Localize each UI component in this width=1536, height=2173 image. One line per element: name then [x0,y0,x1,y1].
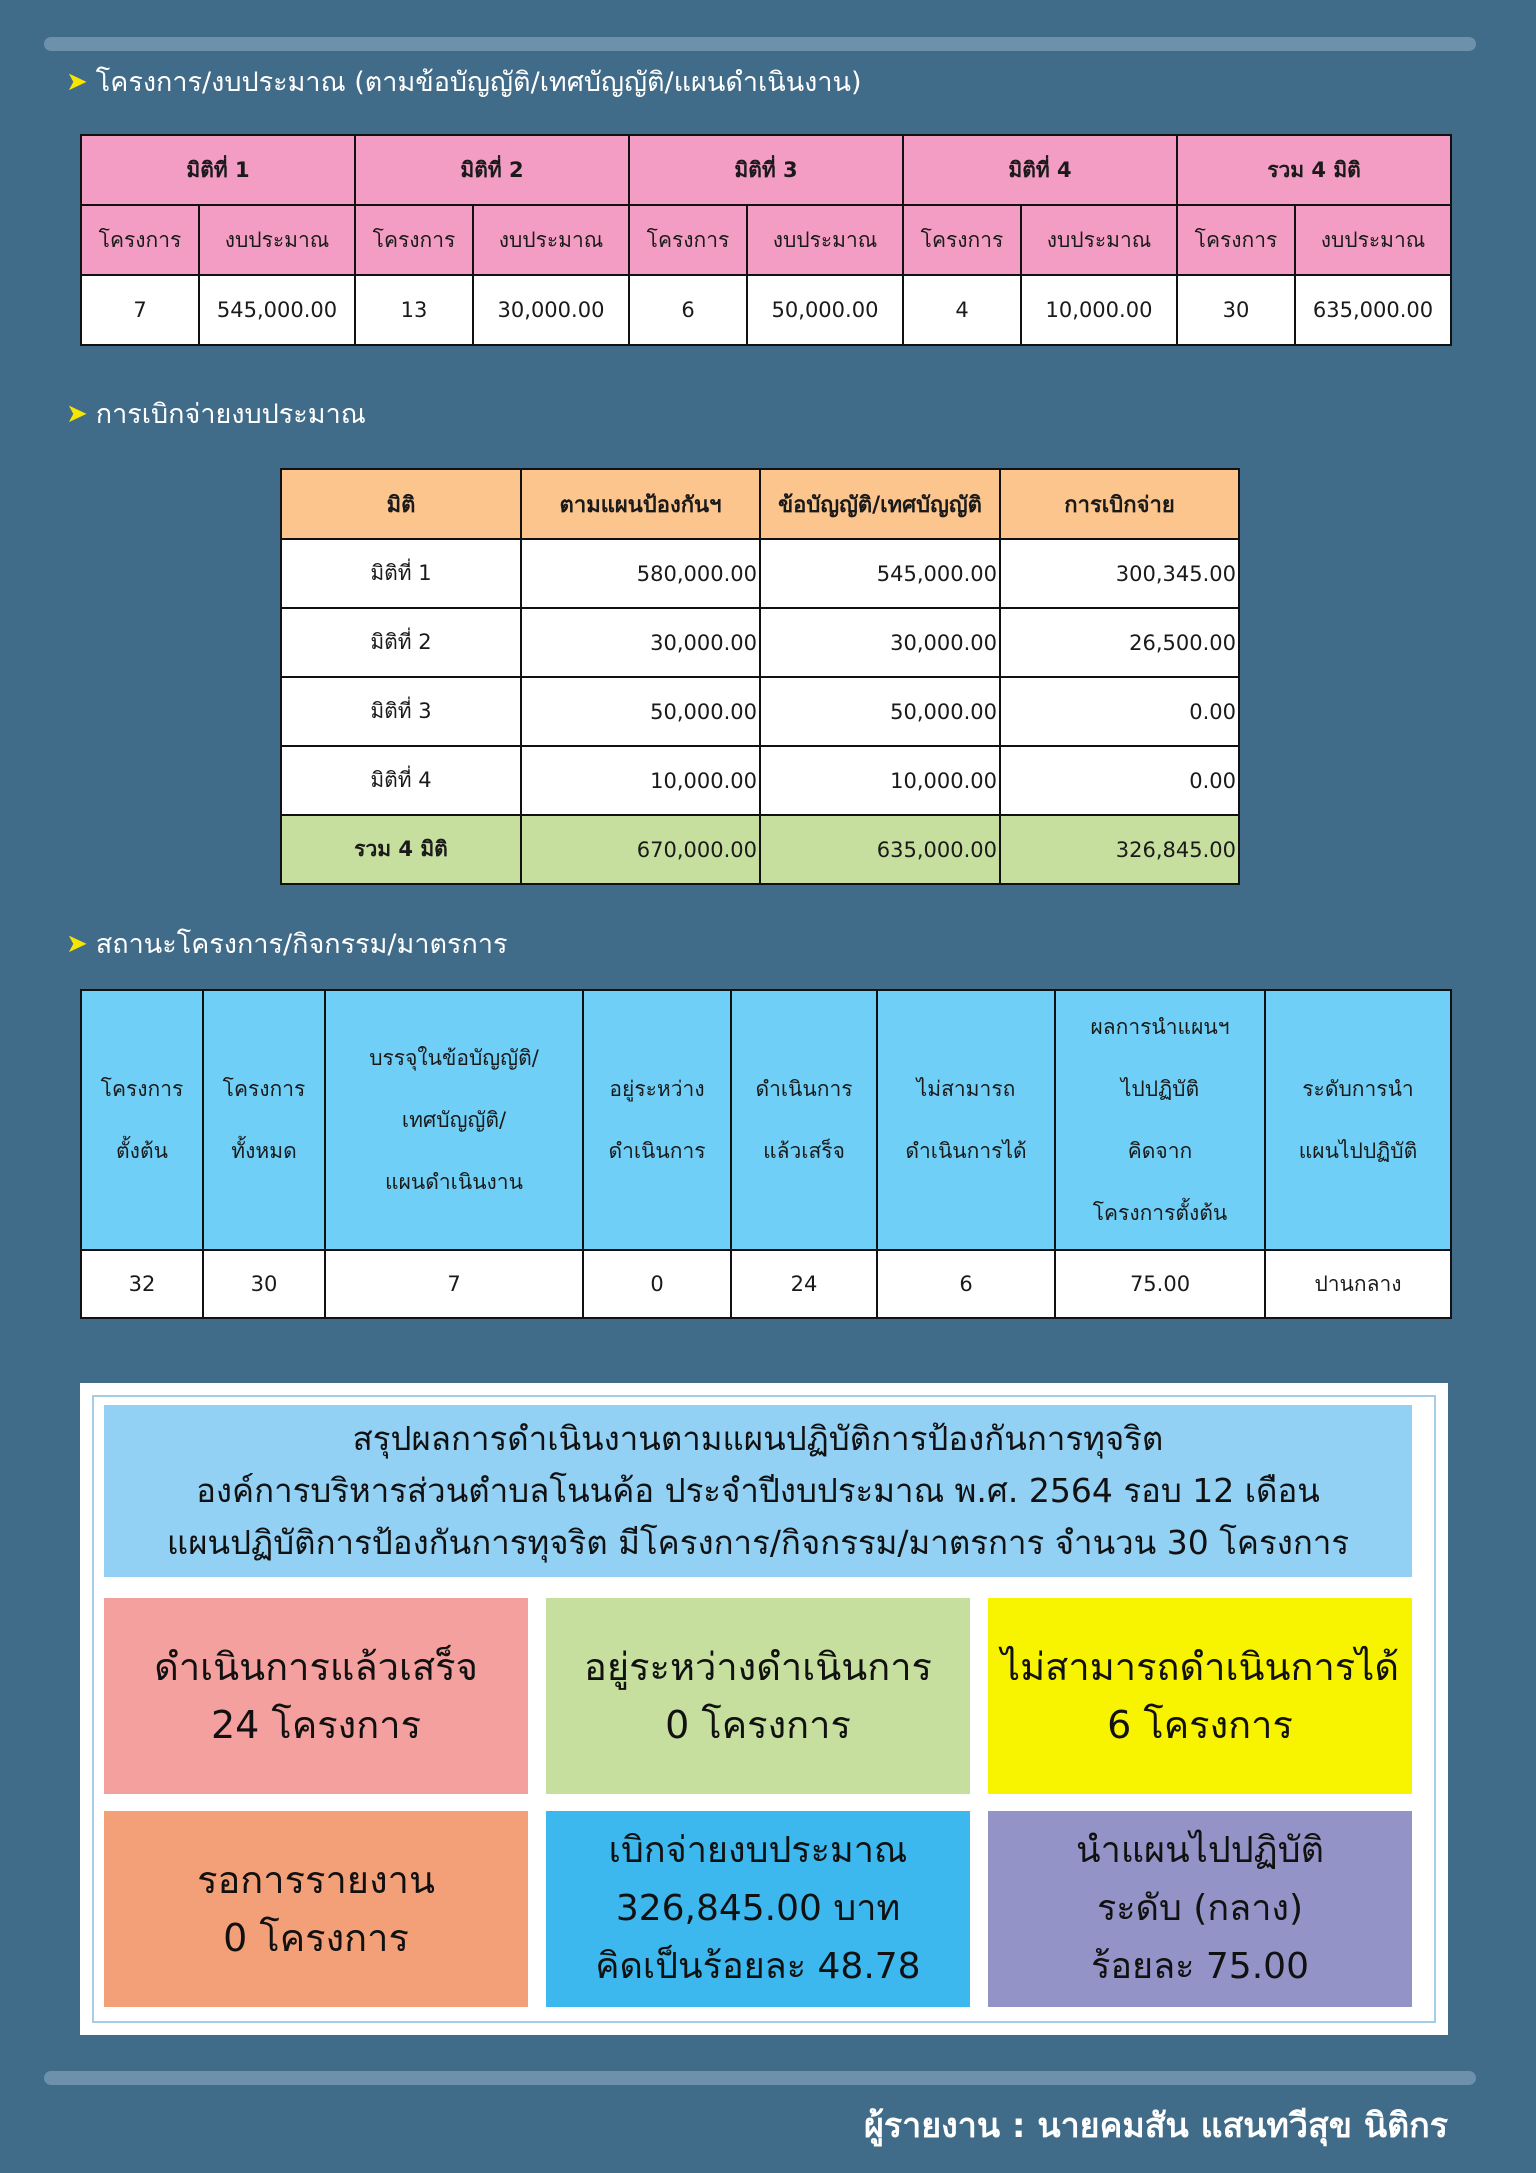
disbursement-table [280,468,1240,885]
budget-group-header: มิติที่ 2 [355,135,629,205]
status-header-level: ระดับการนำ แผนไปปฏิบัติ [1265,990,1451,1250]
dimension-label: มิติที่ 1 [281,539,521,608]
table-row [281,746,1239,815]
dimension-label: มิติที่ 4 [281,746,521,815]
included-value: 7 [325,1250,583,1318]
ordinance-amount: 10,000.00 [760,746,1000,815]
spent-amount: 0.00 [1000,677,1239,746]
budget-table [80,134,1452,346]
spent-total: 326,845.00 [1000,815,1239,884]
arrow-icon: ➤ [66,398,88,429]
section-title-text: การเบิกจ่ายงบประมาณ [95,399,366,430]
summary-box-disbursement [546,1811,970,2007]
disbursement-header: การเบิกจ่าย [1000,469,1239,539]
plan-amount: 30,000.00 [521,608,760,677]
budget-sub-header-budget: งบประมาณ [1021,205,1177,275]
section-title-text: โครงการ/งบประมาณ (ตามข้อบัญญัติ/เทศบัญญัติ/แผนดำเนินงาน) [95,67,862,98]
budget-amount: 50,000.00 [747,275,903,345]
arrow-icon: ➤ [66,928,88,959]
reporter-name: ผู้รายงาน : นายคมสัน แสนทวีสุข นิติกร [863,2106,1448,2146]
dimension-label: มิติที่ 2 [281,608,521,677]
dimension-label: มิติที่ 3 [281,677,521,746]
status-header-total-projects: โครงการ ทั้งหมด [203,990,325,1250]
summary-panel [80,1383,1448,2035]
projects-count: 30 [1177,275,1295,345]
budget-group-header: มิติที่ 3 [629,135,903,205]
status-header-completed: ดำเนินการ แล้วเสร็จ [731,990,877,1250]
status-header-not-possible: ไม่สามารถ ดำเนินการได้ [877,990,1055,1250]
plan-amount: 50,000.00 [521,677,760,746]
projects-count: 6 [629,275,747,345]
box-line: รอการรายงาน [197,1858,435,1902]
box-line: 0 โครงการ [223,1916,409,1960]
projects-count: 13 [355,275,473,345]
summary-heading [104,1405,1412,1577]
plan-total: 670,000.00 [521,815,760,884]
table-row [81,1250,1451,1318]
box-line: 24 โครงการ [211,1703,421,1747]
table-row [281,608,1239,677]
box-line: คิดเป็นร้อยละ 48.78 [595,1946,921,1987]
budget-sub-header-projects: โครงการ [81,205,199,275]
ordinance-amount: 30,000.00 [760,608,1000,677]
ordinance-amount: 545,000.00 [760,539,1000,608]
section-title-projects [66,60,862,103]
summary-box-implementation-level [988,1811,1412,2007]
level-value: ปานกลาง [1265,1250,1451,1318]
status-header-in-progress: อยู่ระหว่าง ดำเนินการ [583,990,731,1250]
disbursement-header: ข้อบัญญัติ/เทศบัญญัติ [760,469,1000,539]
budget-group-header: มิติที่ 1 [81,135,355,205]
not-possible-value: 6 [877,1250,1055,1318]
summary-box-in-progress [546,1598,970,1794]
total-row [281,815,1239,884]
box-line: 0 โครงการ [665,1703,851,1747]
table-row [81,275,1451,345]
box-line: 326,845.00 บาท [615,1888,901,1929]
box-line: 6 โครงการ [1107,1703,1293,1747]
budget-sub-header-projects: โครงการ [1177,205,1295,275]
box-line: ระดับ (กลาง) [1096,1888,1304,1929]
spent-amount: 0.00 [1000,746,1239,815]
summary-heading-line: แผนปฏิบัติการป้องกันการทุจริต มีโครงการ/กิจกรรม/มาตรการ จำนวน 30 โครงการ [166,1523,1350,1562]
budget-sub-header-projects: โครงการ [355,205,473,275]
status-header-included: บรรจุในข้อบัญญัติ/ เทศบัญญัติ/ แผนดำเนินงาน [325,990,583,1250]
completed-value: 24 [731,1250,877,1318]
box-line: นำแผนไปปฏิบัติ [1076,1830,1324,1871]
total-projects-value: 30 [203,1250,325,1318]
disbursement-header: ตามแผนป้องกันฯ [521,469,760,539]
budget-group-header: รวม 4 มิติ [1177,135,1451,205]
ordinance-total: 635,000.00 [760,815,1000,884]
budget-sub-header-budget: งบประมาณ [1295,205,1451,275]
budget-sub-header-projects: โครงการ [903,205,1021,275]
budget-sub-header-budget: งบประมาณ [473,205,629,275]
box-line: ร้อยละ 75.00 [1091,1946,1309,1987]
box-line: ดำเนินการแล้วเสร็จ [154,1645,478,1689]
projects-count: 4 [903,275,1021,345]
status-header-initial-projects: โครงการ ตั้งต้น [81,990,203,1250]
budget-amount: 30,000.00 [473,275,629,345]
budget-amount: 10,000.00 [1021,275,1177,345]
section-title-status [66,922,508,965]
summary-box-completed [104,1598,528,1794]
section-title-disbursement [66,392,366,435]
initial-projects-value: 32 [81,1250,203,1318]
budget-sub-header-budget: งบประมาณ [199,205,355,275]
summary-heading-line: องค์การบริหารส่วนตำบลโนนค้อ ประจำปีงบประมาณ พ.ศ. 2564 รอบ 12 เดือน [196,1471,1320,1510]
budget-amount: 545,000.00 [199,275,355,345]
summary-box-awaiting-report [104,1811,528,2007]
top-divider [44,37,1476,51]
bottom-divider [44,2071,1476,2085]
budget-sub-header-projects: โครงการ [629,205,747,275]
ordinance-amount: 50,000.00 [760,677,1000,746]
section-title-text: สถานะโครงการ/กิจกรรม/มาตรการ [95,929,508,960]
summary-box-not-possible [988,1598,1412,1794]
table-row [281,677,1239,746]
spent-amount: 300,345.00 [1000,539,1239,608]
summary-heading-line: สรุปผลการดำเนินงานตามแผนปฏิบัติการป้องกันการทุจริต [352,1419,1164,1458]
spent-amount: 26,500.00 [1000,608,1239,677]
projects-count: 7 [81,275,199,345]
box-line: เบิกจ่ายงบประมาณ [608,1830,908,1871]
table-row [281,539,1239,608]
result-value: 75.00 [1055,1250,1265,1318]
box-line: อยู่ระหว่างดำเนินการ [584,1645,932,1689]
plan-amount: 580,000.00 [521,539,760,608]
budget-amount: 635,000.00 [1295,275,1451,345]
arrow-icon: ➤ [66,66,88,97]
status-header-result: ผลการนำแผนฯ ไปปฏิบัติ คิดจาก โครงการตั้งต้น [1055,990,1265,1250]
disbursement-header: มิติ [281,469,521,539]
plan-amount: 10,000.00 [521,746,760,815]
box-line: ไม่สามารถดำเนินการได้ [1001,1645,1399,1689]
in-progress-value: 0 [583,1250,731,1318]
total-label: รวม 4 มิติ [281,815,521,884]
budget-sub-header-budget: งบประมาณ [747,205,903,275]
budget-group-header: มิติที่ 4 [903,135,1177,205]
status-table [80,989,1452,1319]
